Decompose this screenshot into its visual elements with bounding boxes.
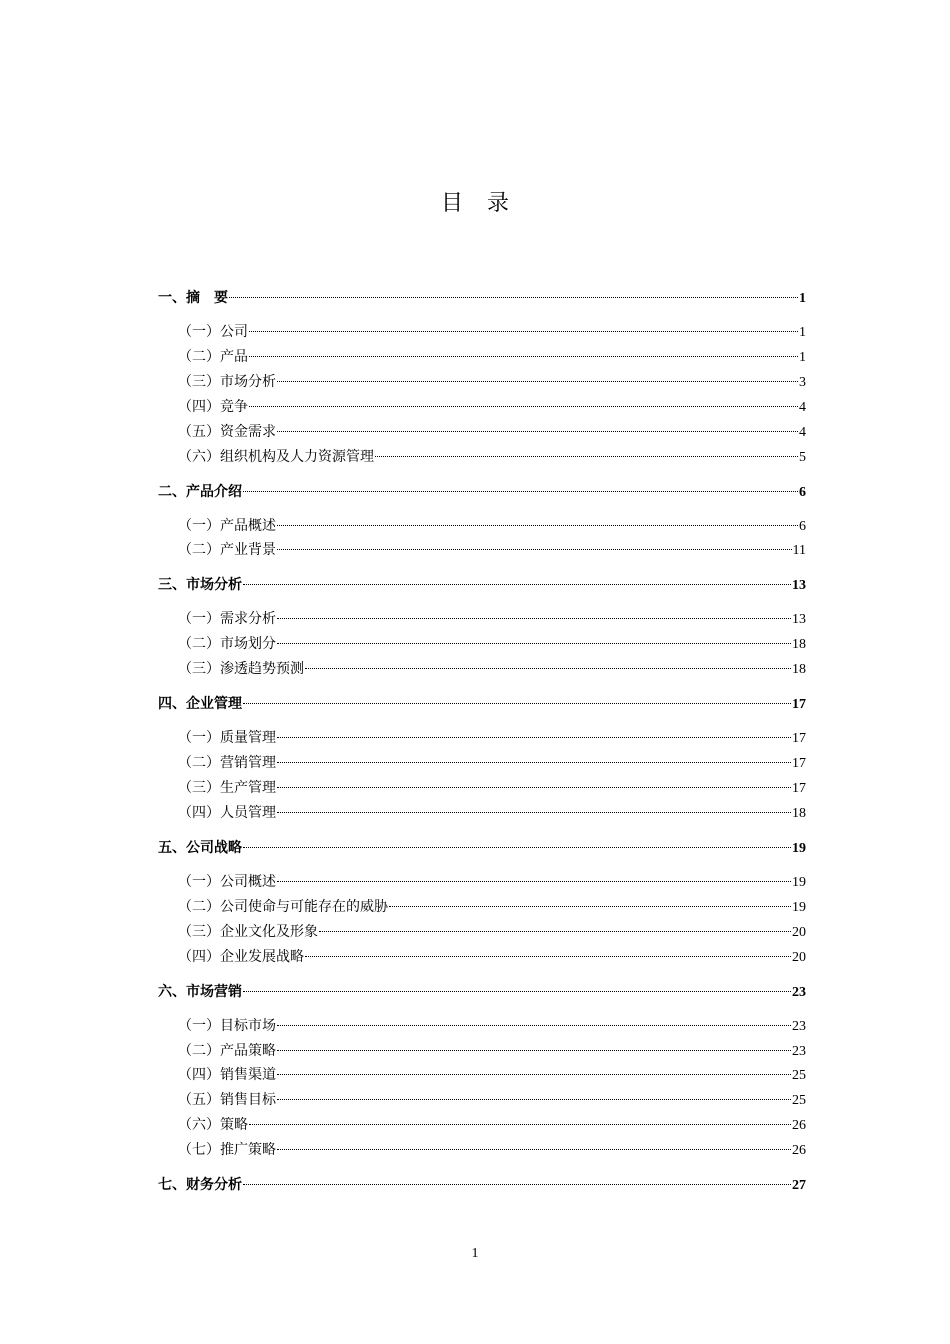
toc-entry-label: 四、企业管理 bbox=[158, 696, 242, 713]
toc-subsection-entry[interactable] bbox=[158, 1089, 806, 1109]
toc-entry-label: 五、公司战略 bbox=[158, 839, 242, 856]
toc-subsection-entry[interactable] bbox=[158, 321, 806, 341]
toc-entry-page: 26 bbox=[792, 1118, 806, 1134]
toc-entry-page: 17 bbox=[792, 697, 806, 713]
toc-subsection-entry[interactable] bbox=[158, 1015, 806, 1035]
toc-entry-label: （六）策略 bbox=[178, 1117, 248, 1134]
toc-leader-dots bbox=[277, 431, 798, 432]
toc-entry-page: 20 bbox=[792, 924, 806, 940]
toc-entry-page: 19 bbox=[792, 899, 806, 915]
toc-entry-label: （四）销售渠道 bbox=[178, 1067, 276, 1084]
toc-entry-page: 13 bbox=[792, 612, 806, 628]
toc-entry-page: 3 bbox=[799, 374, 806, 390]
toc-entry-page: 6 bbox=[799, 484, 806, 500]
toc-entry-page: 4 bbox=[799, 399, 806, 415]
toc-entry-label: （二）公司使命与可能存在的威胁 bbox=[178, 898, 388, 915]
toc-entry-page: 11 bbox=[792, 543, 806, 559]
toc-leader-dots bbox=[277, 812, 791, 813]
page-number: 1 bbox=[471, 1246, 479, 1261]
toc-subsection-entry[interactable] bbox=[158, 896, 806, 916]
toc-leader-dots bbox=[277, 618, 791, 619]
toc-entry-page: 5 bbox=[799, 449, 806, 465]
toc-section-entry[interactable] bbox=[158, 574, 806, 594]
toc-subsection-entry[interactable] bbox=[158, 515, 806, 535]
toc-leader-dots bbox=[375, 456, 798, 457]
toc-subsection-entry[interactable] bbox=[158, 633, 806, 653]
toc-leader-dots bbox=[277, 1025, 791, 1026]
toc-leader-dots bbox=[243, 991, 791, 992]
toc-entry-label: （一）目标市场 bbox=[178, 1017, 276, 1034]
toc-leader-dots bbox=[243, 1184, 791, 1185]
toc-leader-dots bbox=[249, 331, 798, 332]
toc-leader-dots bbox=[277, 1149, 791, 1150]
toc-leader-dots bbox=[243, 491, 798, 492]
toc-entry-page: 19 bbox=[792, 840, 806, 856]
toc-leader-dots bbox=[319, 931, 791, 932]
toc-leader-dots bbox=[249, 356, 798, 357]
toc-section-entry[interactable] bbox=[158, 287, 806, 307]
toc-leader-dots bbox=[249, 406, 798, 407]
toc-entry-label: （一）公司概述 bbox=[178, 873, 276, 890]
toc-leader-dots bbox=[277, 787, 791, 788]
toc-entry-label: 七、财务分析 bbox=[158, 1177, 242, 1194]
toc-entry-label: （一）需求分析 bbox=[178, 611, 276, 628]
toc-entry-page: 18 bbox=[792, 805, 806, 821]
toc-leader-dots bbox=[243, 847, 791, 848]
toc-entry-page: 27 bbox=[792, 1178, 806, 1194]
toc-entry-page: 6 bbox=[799, 518, 806, 534]
toc-entry-label: 一、摘 要 bbox=[158, 290, 228, 306]
toc-subsection-entry[interactable] bbox=[158, 946, 806, 966]
toc-entry-label: （五）资金需求 bbox=[178, 423, 276, 440]
toc-entry-label: （四）人员管理 bbox=[178, 804, 276, 821]
toc-entry-label: （四）竞争 bbox=[178, 398, 248, 415]
toc-entry-label: （二）产业背景 bbox=[178, 542, 276, 559]
toc-section-entry[interactable] bbox=[158, 837, 806, 857]
toc-entry-page: 23 bbox=[792, 984, 806, 1000]
toc-subsection-entry[interactable] bbox=[158, 371, 806, 391]
toc-entry-label: （三）企业文化及形象 bbox=[178, 923, 318, 940]
toc-entry-page: 17 bbox=[792, 781, 806, 796]
toc-entry-label: （三）市场分析 bbox=[178, 373, 276, 390]
toc-entry-label: （一）质量管理 bbox=[178, 730, 276, 747]
toc-subsection-entry[interactable] bbox=[158, 608, 806, 628]
toc-leader-dots bbox=[243, 703, 791, 704]
toc-entry-page: 18 bbox=[792, 662, 806, 678]
toc-leader-dots bbox=[277, 762, 791, 763]
toc-entry-label: （三）生产管理 bbox=[178, 780, 276, 796]
toc-subsection-entry[interactable] bbox=[158, 752, 806, 772]
toc-entry-label: （六）组织机构及人力资源管理 bbox=[178, 448, 374, 465]
toc-subsection-entry[interactable] bbox=[158, 446, 806, 466]
toc-leader-dots bbox=[277, 381, 798, 382]
toc-leader-dots bbox=[277, 1099, 791, 1100]
toc-entry-page: 13 bbox=[792, 578, 806, 594]
toc-leader-dots bbox=[243, 584, 791, 585]
toc-leader-dots bbox=[389, 906, 791, 907]
toc-leader-dots bbox=[277, 1074, 791, 1075]
toc-entry-page: 25 bbox=[792, 1068, 806, 1084]
toc-entry-label: （七）推广策略 bbox=[178, 1142, 276, 1159]
toc-leader-dots bbox=[277, 525, 798, 526]
toc-entry-page: 17 bbox=[792, 756, 806, 772]
toc-subsection-entry[interactable] bbox=[158, 777, 806, 797]
toc-subsection-entry[interactable] bbox=[158, 396, 806, 416]
toc-section-entry[interactable] bbox=[158, 1174, 806, 1194]
toc-subsection-entry[interactable] bbox=[158, 921, 806, 941]
toc-leader-dots bbox=[277, 643, 791, 644]
toc-entry-page: 23 bbox=[792, 1043, 806, 1059]
toc-title: 目 录 bbox=[440, 191, 510, 216]
toc-entry-page: 25 bbox=[792, 1093, 806, 1109]
toc-entry-page: 26 bbox=[792, 1143, 806, 1159]
toc-subsection-entry[interactable] bbox=[158, 346, 806, 366]
toc-leader-dots bbox=[277, 1050, 791, 1051]
toc-entry-label: （五）销售目标 bbox=[178, 1092, 276, 1109]
toc-entry-label: （二）营销管理 bbox=[178, 755, 276, 772]
toc-entry-page: 1 bbox=[799, 325, 806, 340]
toc-subsection-entry[interactable] bbox=[158, 871, 806, 891]
toc-subsection-entry[interactable] bbox=[158, 802, 806, 822]
toc-subsection-entry[interactable] bbox=[158, 1114, 806, 1134]
toc-section-entry[interactable] bbox=[158, 481, 806, 501]
toc-entry-page: 4 bbox=[799, 424, 806, 440]
toc-leader-dots bbox=[277, 549, 792, 550]
toc-subsection-entry[interactable] bbox=[158, 727, 806, 747]
toc-leader-dots bbox=[249, 1124, 791, 1125]
toc-entry-label: （三）渗透趋势预测 bbox=[178, 661, 304, 678]
toc-subsection-entry[interactable] bbox=[158, 1064, 806, 1084]
toc-subsection-entry[interactable] bbox=[158, 539, 806, 559]
toc-entry-label: 三、市场分析 bbox=[158, 577, 242, 594]
toc-entry-page: 19 bbox=[792, 874, 806, 890]
toc-section-entry[interactable] bbox=[158, 693, 806, 713]
toc-leader-dots bbox=[305, 956, 791, 957]
toc-subsection-entry[interactable] bbox=[158, 658, 806, 678]
toc-subsection-entry[interactable] bbox=[158, 421, 806, 441]
toc-leader-dots bbox=[277, 737, 791, 738]
toc-entry-page: 1 bbox=[799, 291, 806, 306]
toc-entry-label: （二）产品 bbox=[178, 348, 248, 365]
toc-entry-label: （一）公司 bbox=[178, 324, 248, 340]
toc-entry-page: 17 bbox=[792, 731, 806, 747]
toc-entry-label: （一）产品概述 bbox=[178, 517, 276, 534]
toc-entry-page: 23 bbox=[792, 1018, 806, 1034]
toc-entry-page: 20 bbox=[792, 949, 806, 965]
toc-entry-page: 18 bbox=[792, 637, 806, 653]
toc-leader-dots bbox=[229, 297, 798, 298]
toc-entry-label: （四）企业发展战略 bbox=[178, 948, 304, 965]
toc-subsection-entry[interactable] bbox=[158, 1040, 806, 1060]
toc-entry-label: 二、产品介绍 bbox=[158, 483, 242, 500]
toc-subsection-entry[interactable] bbox=[158, 1139, 806, 1159]
toc-entry-label: （二）市场划分 bbox=[178, 636, 276, 653]
toc-leader-dots bbox=[305, 668, 791, 669]
toc-leader-dots bbox=[277, 881, 791, 882]
toc-entry-page: 1 bbox=[799, 349, 806, 365]
toc-entry-label: （二）产品策略 bbox=[178, 1042, 276, 1059]
toc-section-entry[interactable] bbox=[158, 981, 806, 1001]
toc-entry-label: 六、市场营销 bbox=[158, 983, 242, 1000]
